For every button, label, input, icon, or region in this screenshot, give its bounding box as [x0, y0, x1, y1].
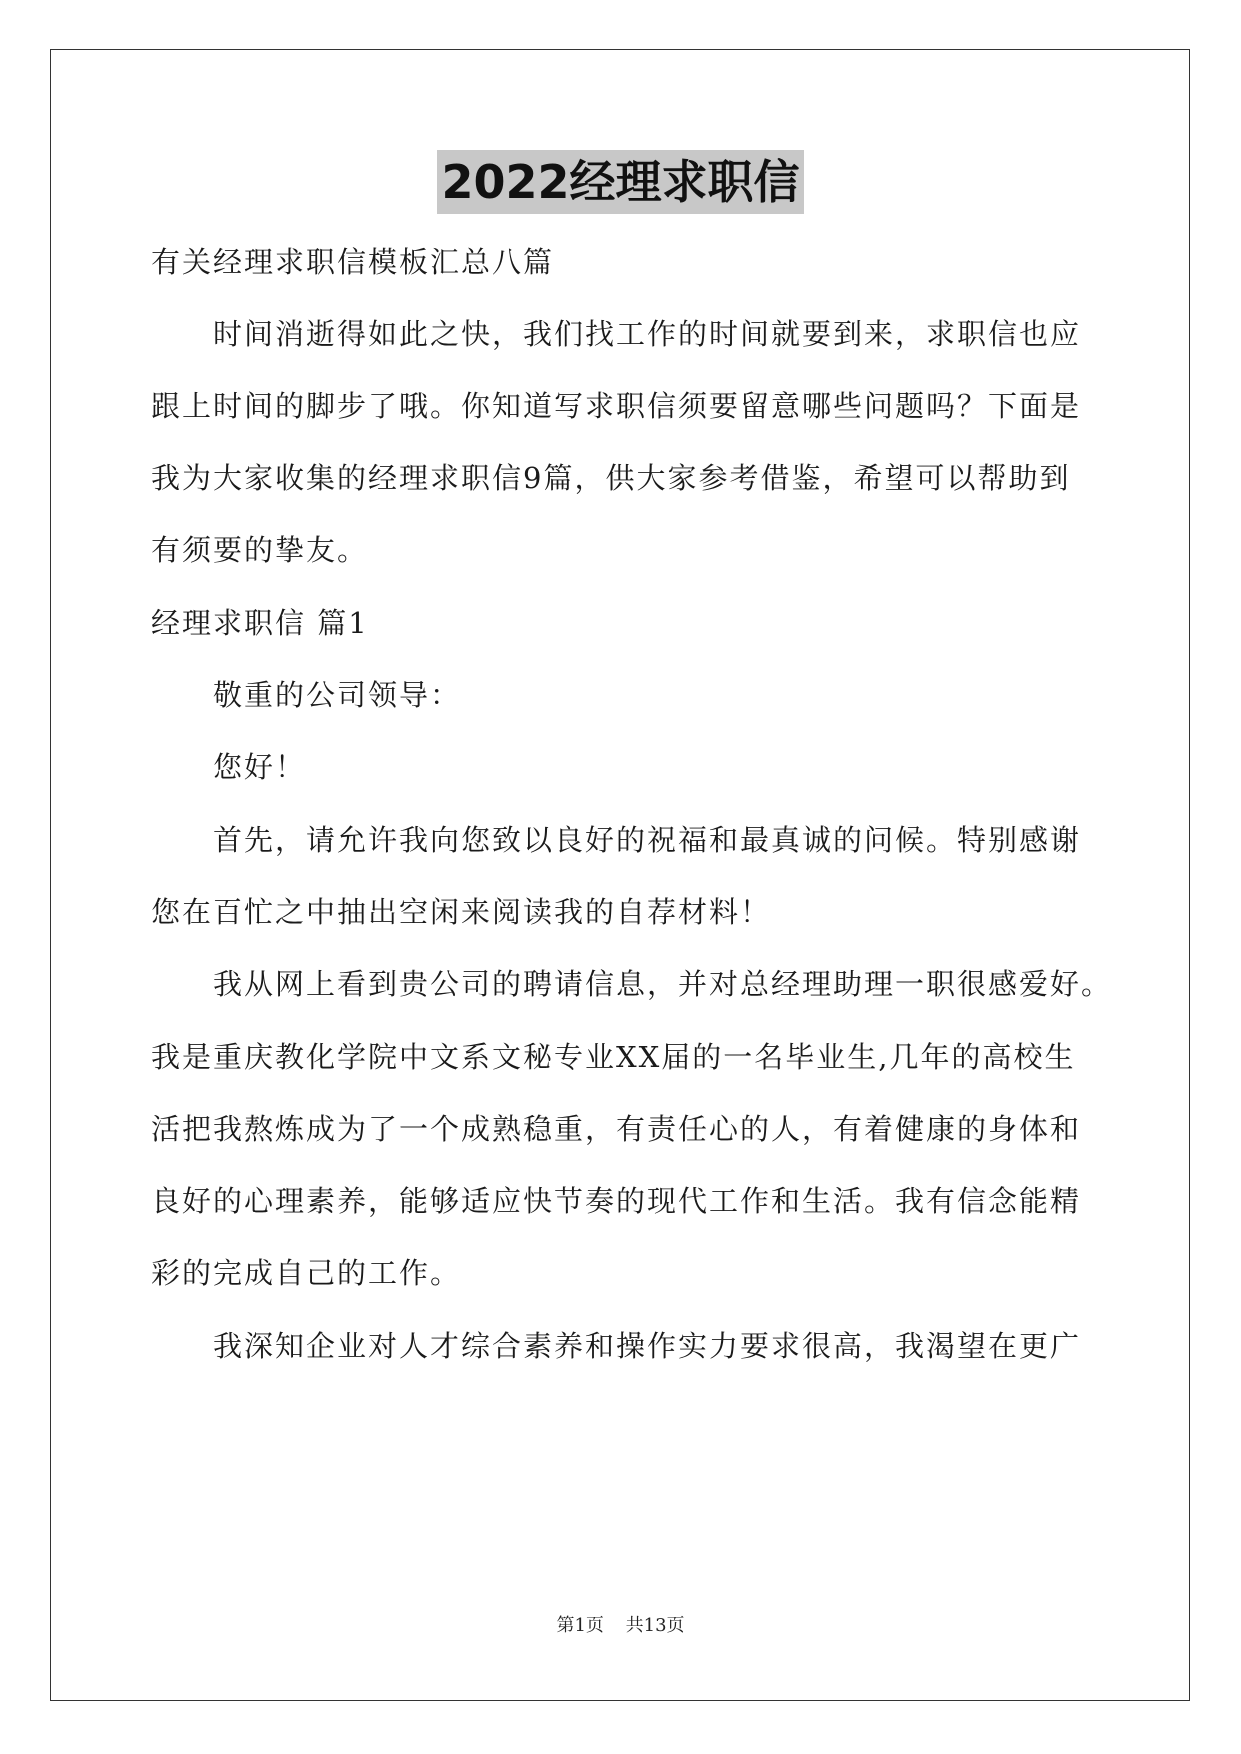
salutation: 敬重的公司领导： [213, 678, 462, 712]
body-line: 活把我熬炼成为了一个成熟稳重，有责任心的人，有着健康的身体和 [151, 1112, 1082, 1146]
page-border [50, 49, 1190, 1701]
title-container [0, 150, 1241, 214]
page-footer [0, 1614, 1241, 1638]
paragraph-line: 有须要的挚友。 [151, 533, 369, 567]
body-line: 彩的完成自己的工作。 [151, 1256, 462, 1290]
document-title: 2022经理求职信 [437, 150, 803, 214]
section-heading: 经理求职信 篇1 [151, 606, 369, 640]
page-total: 共13页 [625, 1615, 685, 1636]
paragraph-line: 跟上时间的脚步了哦。你知道写求职信须要留意哪些问题吗？下面是 [151, 389, 1082, 423]
paragraph-line: 我为大家收集的经理求职信9篇，供大家参考借鉴，希望可以帮助到 [151, 461, 1071, 495]
greeting: 您好！ [213, 750, 307, 784]
page-number: 第1页 [556, 1615, 604, 1636]
body-line: 首先，请允许我向您致以良好的祝福和最真诚的问候。特别感谢 [213, 823, 1082, 857]
body-line: 您在百忙之中抽出空闲来阅读我的自荐材料！ [151, 895, 772, 929]
body-line: 我深知企业对人才综合素养和操作实力要求很高，我渴望在更广 [213, 1329, 1082, 1363]
paragraph-line: 时间消逝得如此之快，我们找工作的时间就要到来，求职信也应 [213, 317, 1082, 351]
subtitle: 有关经理求职信模板汇总八篇 [151, 245, 555, 279]
body-line: 良好的心理素养，能够适应快节奏的现代工作和生活。我有信念能精 [151, 1184, 1082, 1218]
body-line: 我从网上看到贵公司的聘请信息，并对总经理助理一职很感爱好。 [213, 967, 1113, 1001]
body-line: 我是重庆教化学院中文系文秘专业XX届的一名毕业生,几年的高校生 [151, 1040, 1076, 1074]
